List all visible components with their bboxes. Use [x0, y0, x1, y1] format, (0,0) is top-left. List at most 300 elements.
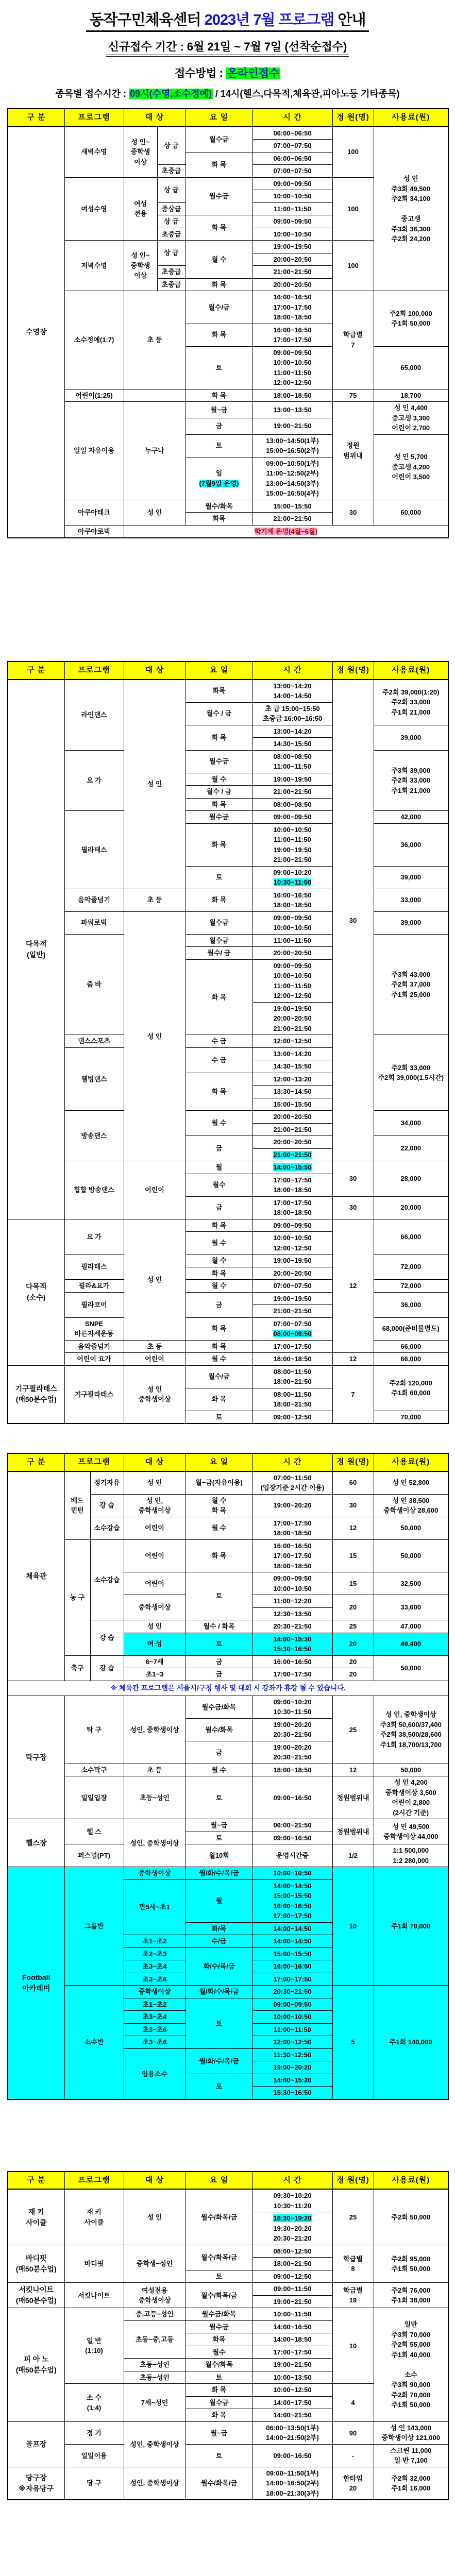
table-cell: 25 — [332, 1696, 374, 1764]
table-cell: 어린이(1:25) — [64, 389, 124, 402]
table-cell: 화 목 — [186, 1340, 252, 1353]
table-cell: 월수 / 금 — [186, 702, 252, 725]
table-cell: 소수탁구 — [64, 1764, 124, 1776]
table-cell: 초등~성인 — [124, 1776, 186, 1819]
table-cell: 19:00~19:50 — [252, 1292, 332, 1305]
table-cell: 주2회 95,000 주1회 50,000 — [374, 2245, 448, 2283]
table-cell: 17:00~17:50 18:00~18:50 — [252, 1174, 332, 1196]
table-cell: 서킷나이트 — [64, 2283, 124, 2308]
table-cell: 15:00~15:50 — [252, 1098, 332, 1111]
table-cell: 18:00~18:50 — [252, 1764, 332, 1776]
table-cell: 월 수 — [186, 1764, 252, 1776]
table-cell: 5 — [332, 1986, 374, 2099]
table-cell: 90 — [332, 2421, 374, 2444]
table-row — [8, 1161, 448, 1174]
column-header: 구 분 — [8, 109, 64, 127]
table-cell: 일일입장 — [64, 1776, 124, 1819]
table-cell: 20:00~20:50 — [252, 278, 332, 291]
table-cell: 07:00~11:50 (입장기준 2시간 이용) — [252, 1471, 332, 1495]
table-cell: 19:00~19:50 — [252, 1255, 332, 1267]
table-cell: 20:30~21:50 — [252, 1620, 332, 1633]
table-cell: 15 — [332, 1539, 374, 1572]
table-cell: 기구필라테스 — [64, 1365, 124, 1423]
table-cell: 성 인, 중학생이상 주3회 50,600/37,400 주2회 38,500/28,600 주1회 18,700/13,700 — [374, 1696, 448, 1764]
table-cell: 09:00~10:50(1부) 11:00~12:50(2부) 13:00~14:50(3부) 15:00~16:50(4부) — [252, 457, 332, 500]
table-row — [8, 1539, 448, 1572]
table-row — [8, 402, 448, 418]
table-cell: 초 등 — [124, 1764, 186, 1776]
table-cell: 50,000 — [374, 1764, 448, 1776]
table-cell: 음악줄넘기 — [64, 1340, 124, 1353]
column-header: 구 분 — [8, 662, 64, 680]
table-cell: 다목적 (소수) — [8, 1219, 64, 1365]
table-cell: 19:00~19:50 — [252, 773, 332, 786]
table-row — [8, 750, 448, 773]
title-center-name: 동작구민체육센터 — [89, 12, 205, 28]
column-header: 사용료(원) — [374, 662, 448, 680]
table-cell: 월수 — [186, 1174, 252, 1196]
table-cell: 토 — [186, 1633, 252, 1655]
table-cell: 36,000 — [374, 823, 448, 866]
table-cell: 토 — [186, 2270, 252, 2283]
registration-times-rest: / 14시(헬스,다목적,체육관,피아노등 기타종목) — [212, 89, 400, 99]
table-cell: 11:00~11:50 — [252, 202, 332, 215]
table-cell: 초중급 — [157, 165, 186, 178]
table-row — [8, 1867, 448, 1880]
table-cell: 09:00~09:50 10:00~10:50 11:00~11:50 12:00~12:50 — [252, 346, 332, 389]
program-notice-document — [0, 8, 455, 2576]
table-cell: 상 급 — [157, 127, 186, 165]
table-cell: 당구장 ※자유당구 — [8, 2467, 64, 2500]
table-cell: 17:00~17:50 — [252, 2346, 332, 2359]
table-cell: 초 등 — [124, 291, 186, 389]
table-cell: 학기제 운영(4월~6월) — [124, 525, 448, 538]
table-row — [8, 389, 448, 402]
table-cell: 수영장 — [8, 127, 64, 538]
table-cell: 18,700 — [374, 389, 448, 402]
table-cell: 12 — [332, 1764, 374, 1776]
table-row — [8, 2467, 448, 2500]
table-cell: 초3~초6 — [124, 1973, 186, 1986]
swimming-pool-program-table — [7, 108, 449, 538]
table-cell: 09:00~11:50(1부) 14:00~16:50(2부) 18:00~21:30(3부) — [252, 2467, 332, 2500]
table-header-row — [8, 109, 448, 127]
table-cell: 월 — [186, 1161, 252, 1174]
table-cell: 여성수영 — [64, 177, 124, 241]
table-cell: 중학생이상 — [124, 1986, 186, 1998]
table-cell: 14:00~18:50 — [252, 2333, 332, 2346]
table-cell: 08:00~11:50 18:00~21:50 — [252, 1388, 332, 1411]
column-header: 프로그램 — [64, 662, 124, 680]
table-cell: 상 급 — [157, 241, 186, 266]
table-cell: 토 — [186, 2371, 252, 2384]
table-row — [8, 1035, 448, 1048]
table-cell: 성 인, 중학생이상 — [124, 1494, 186, 1517]
table-cell: 100 — [332, 241, 374, 291]
table-row — [8, 1986, 448, 1998]
table-cell: 13:00~14:20 — [252, 725, 332, 738]
table-cell: 화/목 — [186, 1922, 252, 1935]
column-header: 요 일 — [186, 1453, 252, 1471]
column-header: 구 분 — [8, 1453, 64, 1471]
table-cell: 아쿠아테크 — [64, 500, 124, 525]
table-cell: 42,000 — [374, 811, 448, 824]
table-row — [8, 1353, 448, 1366]
table-cell: 화 목 — [186, 1073, 252, 1111]
table-cell: 초1~3 — [124, 1668, 186, 1681]
table-cell: 09:00~09:50 10:00~10:50 11:00~11:50 12:00~12:50 — [252, 959, 332, 1002]
table-cell: 성인, 중학생이상 — [124, 2467, 186, 2500]
table-cell: 66,000 — [374, 1219, 448, 1255]
table-cell: 월수금 — [186, 911, 252, 934]
table-cell: 17:00~17:50 — [252, 1973, 332, 1986]
table-cell: 09:00~10:20 10:30~11:50 — [252, 866, 332, 889]
table-cell: 월 수 — [186, 1353, 252, 1366]
table-cell: 화 목 — [186, 1388, 252, 1411]
table-row — [8, 1219, 448, 1232]
table-cell: 36,000 — [374, 1292, 448, 1317]
table-cell: 09:00~16:50 — [252, 2444, 332, 2467]
table-row — [8, 1317, 448, 1340]
table-cell: 월수금/화목 — [186, 2308, 252, 2321]
table-cell: 금 — [186, 1196, 252, 1219]
table-cell: 100 — [332, 127, 374, 178]
table-cell: 파워로빅 — [64, 911, 124, 934]
table-cell: 10 — [332, 1867, 374, 1986]
table-cell: 재 키 사이클 — [64, 2189, 124, 2245]
table-header-row — [8, 2172, 448, 2190]
table-cell: 20 — [332, 1595, 374, 1620]
table-cell: 성 인~ 중학생 이상 — [124, 127, 157, 178]
cycle-piano-golf-billiards-program-table — [7, 2171, 449, 2501]
table-cell: 06:00~13:50(1부) 14:00~21:50(2부) — [252, 2421, 332, 2444]
table-cell: 성 인 — [124, 1620, 186, 1633]
table-cell: 4 — [332, 2384, 374, 2422]
table-cell: 금 — [186, 1136, 252, 1161]
table-cell: 월수/화목/금 — [186, 2245, 252, 2270]
table-cell: 성인, 중학생이상 — [124, 1696, 186, 1764]
table-cell: 19:00~20:20 20:30~21:50 — [252, 1718, 332, 1741]
table-cell: 소 수 (1:4) — [64, 2384, 124, 2422]
table-cell: 10:00~10:50 — [252, 190, 332, 203]
table-cell: 성 인 — [124, 680, 186, 889]
table-cell: 운영시간중 — [252, 1844, 332, 1867]
table-cell: 금 — [186, 1655, 252, 1668]
table-cell: 19:00~19:50 — [252, 241, 332, 253]
table-cell: 토 — [186, 1832, 252, 1844]
table-cell: 성인, 중학생이상 — [124, 2421, 186, 2467]
table-cell: 20:00~20:50 — [252, 1111, 332, 1124]
table-cell: 초2~초3 — [124, 1947, 186, 1960]
table-cell: 07:00~07:50 — [252, 1280, 332, 1293]
table-cell: 06:00~06:50 — [252, 127, 332, 140]
table-cell: 15:30~16:50 — [252, 2087, 332, 2099]
table-cell: 16:00~16:50 17:00~17:50 — [252, 324, 332, 346]
table-cell: 20 — [332, 1655, 374, 1668]
table-cell: 11:00~11:50 — [252, 934, 332, 947]
table-cell: 화 목 — [186, 725, 252, 750]
table-cell: 중학생이상 — [124, 1867, 186, 1880]
table-cell: 성 인 — [124, 1219, 186, 1340]
table-row — [8, 2245, 448, 2258]
table-cell: 14:00~14:50 — [252, 1935, 332, 1948]
column-header: 정 원(명) — [332, 2172, 374, 2190]
table-cell: 화목 — [186, 2333, 252, 2346]
table-cell: 화 목 — [186, 889, 252, 911]
table-cell: 12:30~13:50 — [252, 1607, 332, 1620]
table-cell: 바디핏 — [64, 2245, 124, 2283]
table-cell: 16:00~16:50 17:00~17:50 18:00~18:50 — [252, 291, 332, 324]
table-cell: 13:00~14:20 14:00~14:50 — [252, 680, 332, 703]
table-cell: 12 — [332, 1219, 374, 1353]
table-row — [8, 1365, 448, 1388]
table-cell: 금 — [186, 1292, 252, 1317]
table-cell: 월/화/수/목/금 — [186, 1867, 252, 1880]
table-cell: 성 인 중학생이상 — [124, 1365, 186, 1423]
table-cell: 화 목 — [186, 798, 252, 811]
table-cell: 주2회 39,000(1:20) 주2회 33,000 주1회 21,000 — [374, 680, 448, 725]
table-cell: 일일 자유이용 — [64, 402, 124, 500]
table-cell: 39,000 — [374, 911, 448, 934]
table-cell: 21:00~21:50 — [252, 1305, 332, 1318]
table-cell: 7세~성인 — [124, 2384, 186, 2422]
registration-method-value: 온라인접수 — [227, 67, 280, 79]
table-cell: 필라테스 — [64, 1255, 124, 1280]
table-cell: 학급별 8 — [332, 2245, 374, 2283]
table-cell: 주2회 76,000 주1회 38,000 — [374, 2283, 448, 2308]
table-cell: 일 (7월9일 운영) — [186, 457, 252, 500]
table-cell: 초등~중,고등 — [124, 2320, 186, 2359]
table-cell: 웰빙댄스 — [64, 1047, 124, 1111]
table-cell: 중상급 — [157, 202, 186, 215]
table-cell: 월수/화목 — [186, 500, 252, 513]
table-cell: 소수정예(1:7) — [64, 291, 124, 389]
table-cell: 강 습 — [90, 1655, 124, 1681]
table-cell: 요 가 — [64, 1219, 124, 1255]
table-cell: 성 인 — [124, 1471, 186, 1495]
table-cell: 14:00~21:50 — [252, 2409, 332, 2422]
table-cell: 18:30~19:20 19:30~20:20 20:30~21:20 — [252, 2212, 332, 2245]
table-row — [8, 934, 448, 947]
table-cell: 기구필라테스 (매50분수업) — [8, 1365, 64, 1423]
table-cell: 12:00~12:50 — [252, 1035, 332, 1048]
table-cell: 18:00~21:50 — [252, 2258, 332, 2270]
table-row — [8, 1255, 448, 1267]
table-cell: 65,000 — [374, 346, 448, 389]
table-cell: 화 목 — [186, 324, 252, 346]
table-cell: 월 수 — [186, 1280, 252, 1293]
table-cell: 09:00~16:50 — [252, 1832, 332, 1844]
table-cell: 월수/화목/금 — [186, 2283, 252, 2308]
table-cell: 월 수 — [186, 1232, 252, 1255]
table-cell: 수 금 — [186, 1035, 252, 1048]
table-row — [8, 500, 448, 513]
table-cell: 월수/화목 — [186, 1718, 252, 1741]
table-cell: 초 등 — [124, 889, 186, 911]
table-cell: 화 목 — [186, 2384, 252, 2397]
page-title — [7, 8, 448, 32]
table-row — [8, 1844, 448, 1867]
table-cell: 16:00~16:50 17:00~17:50 18:00~18:50 — [252, 1539, 332, 1572]
table-cell: 14:30~15:50 — [252, 738, 332, 751]
table-cell: 30 — [332, 1161, 374, 1197]
table-cell: 소수강습 — [90, 1539, 124, 1620]
table-row — [8, 1280, 448, 1293]
table-cell: 15 — [332, 1572, 374, 1595]
table-cell: 화 목 — [186, 823, 252, 866]
table-cell: 어린이 — [124, 1539, 186, 1572]
table-cell: 금 — [186, 418, 252, 434]
table-cell: 학급별 7 — [332, 291, 374, 389]
table-cell: 11:30~12:50 — [252, 2048, 332, 2061]
column-header: 시 간 — [252, 662, 332, 680]
table-cell: 20:30~21:50 — [252, 1986, 332, 1998]
column-header: 프로그램 — [64, 2172, 124, 2190]
table-cell: 15:00~15:50 — [252, 500, 332, 513]
table-cell: 12:00~12:50 — [252, 2036, 332, 2049]
table-row — [8, 811, 448, 824]
table-cell: 15:00~15:50 — [252, 1947, 332, 1960]
table-cell: 50,000 — [374, 1517, 448, 1539]
table-cell: 월/화/수/목/금 — [186, 1986, 252, 1998]
table-cell: 토 — [186, 1776, 252, 1819]
table-cell: 화목 — [186, 513, 252, 526]
table-cell: 10 — [332, 2308, 374, 2384]
table-cell: 초1~초2 — [124, 1935, 186, 1948]
table-cell: 주2회 33,000 주2회 39,000(1.5시간) — [374, 1035, 448, 1111]
registration-method — [7, 65, 448, 80]
table-cell: 21:00~21:50 — [252, 1148, 332, 1161]
table-cell: 14:00~14:50 — [252, 1922, 332, 1935]
table-cell: 16:00~16:50 — [252, 1960, 332, 1973]
registration-method-label: 접수방법 : — [174, 67, 226, 79]
table-cell: 주2회 120,000 주1회 60,000 — [374, 1365, 448, 1411]
column-header: 사용료(원) — [374, 109, 448, 127]
table-cell: 스크린 11,000 일 반 7,100 — [374, 2444, 448, 2467]
table-cell: 10:00~10:50 — [252, 2011, 332, 2024]
table-row — [8, 2189, 448, 2212]
table-row — [8, 1655, 448, 1668]
table-cell: 14:00~15:50 — [252, 1161, 332, 1174]
table-cell: 07:00~07:50 — [252, 165, 332, 178]
table-cell: 월 수 — [186, 241, 252, 279]
table-cell: 초 급 15:00~15:50 초중급 16:00~16:50 — [252, 702, 332, 725]
table-cell: 중,고등~성인 — [124, 2308, 186, 2321]
column-header: 시 간 — [252, 109, 332, 127]
table-cell: 월~금 — [186, 2421, 252, 2444]
table-cell: 14:00~16:50 — [252, 2320, 332, 2333]
table-cell: 화 목 — [186, 959, 252, 1035]
table-cell: 성 인 143,000 중학생이상 121,000 — [374, 2421, 448, 2444]
table-cell: 월 수 — [186, 1111, 252, 1136]
table-cell: 09:00~09:50 10:00~10:50 — [252, 911, 332, 934]
table-cell: 12 — [332, 1517, 374, 1539]
table-cell: 초3~초6 — [124, 2036, 186, 2049]
table-cell: 누구나 — [124, 402, 186, 500]
table-cell: 체육관 — [8, 1471, 64, 1681]
table-cell: 주1회 140,000 — [374, 1986, 448, 2099]
table-cell: 20:00~20:50 — [252, 947, 332, 960]
table-note: ※ 체육관 프로그램은 서울시/구청 행사 및 대회 시 강좌가 휴강 될 수 있습니다. — [8, 1681, 448, 1696]
table-cell: 성 인 52,800 — [374, 1471, 448, 1495]
table-cell: 어린이 — [124, 1517, 186, 1539]
title-suffix: 안내 — [334, 12, 366, 28]
table-cell: 다목적 (일반) — [8, 680, 64, 1219]
table-cell: 14:00~15:30 15:30~16:50 — [252, 1633, 332, 1655]
table-cell: 성 인~ 중학생 이상 — [124, 241, 157, 291]
table-cell: 월수금 — [186, 750, 252, 773]
table-cell: 17:00~17:50 — [252, 1668, 332, 1681]
column-header: 구 분 — [8, 2172, 64, 2190]
table-row — [8, 291, 448, 324]
column-header: 정 원(명) — [332, 662, 374, 680]
table-cell: 39,000 — [374, 725, 448, 750]
table-cell: 강 습 — [90, 1620, 124, 1656]
table-cell: 08:00~08:50 11:00~11:50 — [252, 750, 332, 773]
table-cell: 화 목 — [186, 278, 252, 291]
table-cell: 월수금 — [186, 127, 252, 152]
column-header: 요 일 — [186, 662, 252, 680]
table-cell: 50,000 — [374, 1655, 448, 1681]
table-row — [8, 2421, 448, 2444]
table-cell: 18:00~18:50 — [252, 389, 332, 402]
table-cell: 14:00~15:20 — [252, 2074, 332, 2087]
table-cell: 월/화/수/목/금 — [186, 2048, 252, 2074]
table-cell: 초3~초4 — [124, 2011, 186, 2024]
table-cell: 피 아 노 (매50분수업) — [8, 2308, 64, 2422]
table-cell: 09:00~09:50 — [252, 1998, 332, 2011]
table-cell: 화/수/목/금 — [186, 1947, 252, 1986]
table-row — [8, 889, 448, 911]
table-cell: 성 인 49,500 중학생이상 44,000 — [374, 1819, 448, 1844]
table-cell: 1:1 500,000 1:2 280,000 — [374, 1844, 448, 1867]
table-cell: 헬스장 — [8, 1819, 64, 1867]
table-cell: 월수 / 금 — [186, 786, 252, 799]
table-cell: 68,000(준비물별도) — [374, 1317, 448, 1340]
table-row — [8, 1292, 448, 1305]
table-cell: 34,000 — [374, 1111, 448, 1136]
table-cell: 재 키 사이클 — [8, 2189, 64, 2245]
table-cell: 화목 — [186, 680, 252, 703]
table-cell: 72,000 — [374, 1255, 448, 1280]
table-cell: 중학생~성인 — [124, 2245, 186, 2283]
table-cell: 댄스스포츠 — [64, 1035, 124, 1048]
table-cell: 주1회 70,000 — [374, 1867, 448, 1986]
table-cell: 70,000 — [374, 1411, 448, 1423]
table-cell: 28,000 — [374, 1161, 448, 1197]
table-cell: 화 목 — [186, 1219, 252, 1232]
table-row — [8, 525, 448, 538]
table-cell: 10:00~10:50 12:00~12:50 — [252, 1232, 332, 1255]
table-cell: 월수금 — [186, 811, 252, 824]
table-cell: 화 목 — [186, 2409, 252, 2422]
table-cell: 60 — [332, 1471, 374, 1495]
table-cell: 72,000 — [374, 1280, 448, 1293]
table-cell: 월~금 — [186, 402, 252, 418]
table-cell: 75 — [332, 389, 374, 402]
table-cell: 08:00~11:50 18:00~21:50 — [252, 1365, 332, 1388]
table-cell: 월수/ 금 — [186, 947, 252, 960]
table-cell: 66,000 — [374, 1340, 448, 1353]
table-cell: 정원범위내 — [332, 1819, 374, 1844]
table-cell: 14:00~14:50 15:00~15:50 16:00~16:50 17:00~17:50 — [252, 1879, 332, 1922]
table-cell: 퍼스널(PT) — [64, 1844, 124, 1867]
table-cell: 12:00~13:20 — [252, 1073, 332, 1086]
table-row — [8, 1776, 448, 1819]
table-cell: 정원범위내 — [332, 1776, 374, 1819]
table-cell: 19:00~21:50 — [252, 2359, 332, 2371]
table-cell: 47,000 — [374, 1620, 448, 1633]
